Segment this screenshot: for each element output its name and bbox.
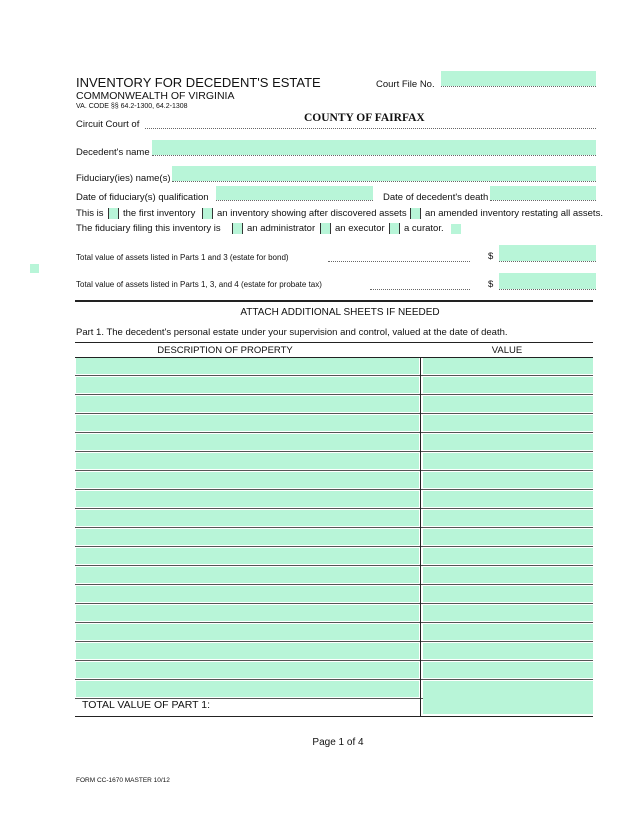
- section-divider: [75, 300, 593, 302]
- part1-total-label: TOTAL VALUE OF PART 1:: [82, 699, 210, 711]
- property-value-field[interactable]: [423, 662, 593, 678]
- property-value-field[interactable]: [423, 605, 593, 621]
- property-description-field[interactable]: [76, 643, 419, 659]
- row-divider: [75, 660, 593, 661]
- property-description-field[interactable]: [76, 415, 419, 431]
- circuit-court-value[interactable]: COUNTY OF FAIRFAX: [304, 112, 425, 124]
- probate-total-label: Total value of assets listed in Parts 1, 3, and 4 (estate for probate tax): [76, 280, 322, 289]
- inventory-type-prefix: This is: [76, 208, 104, 219]
- row-divider: [75, 394, 593, 395]
- amended-inventory-checkbox[interactable]: [410, 208, 421, 219]
- bond-total-field[interactable]: [499, 245, 596, 261]
- fiduciary-names-field[interactable]: [172, 166, 596, 181]
- property-value-field[interactable]: [423, 472, 593, 488]
- property-description-field[interactable]: [76, 662, 419, 678]
- property-value-field[interactable]: [423, 643, 593, 659]
- property-description-field[interactable]: [76, 567, 419, 583]
- page-number: Page 1 of 4: [312, 737, 364, 748]
- executor-checkbox[interactable]: [320, 223, 331, 234]
- after-discovered-label: an inventory showing after discovered assets: [217, 208, 407, 219]
- property-description-field[interactable]: [76, 529, 419, 545]
- property-description-field[interactable]: [76, 377, 419, 393]
- side-marker-field[interactable]: [30, 264, 39, 273]
- property-description-field[interactable]: [76, 434, 419, 450]
- property-value-field[interactable]: [423, 548, 593, 564]
- property-value-field[interactable]: [423, 510, 593, 526]
- property-description-field[interactable]: [76, 358, 419, 374]
- row-divider: [75, 527, 593, 528]
- curator-label: a curator.: [404, 223, 444, 234]
- property-value-field[interactable]: [423, 434, 593, 450]
- executor-label: an executor: [335, 223, 385, 234]
- fiduciary-role-prefix: The fiduciary filing this inventory is: [76, 223, 221, 234]
- row-divider: [75, 565, 593, 566]
- va-code-label: VA. CODE §§ 64.2-1300, 64.2-1308: [76, 103, 188, 110]
- property-description-field[interactable]: [76, 453, 419, 469]
- decedent-name-field[interactable]: [152, 140, 596, 155]
- form-number: FORM CC-1670 MASTER 10/12: [76, 777, 170, 784]
- property-description-field[interactable]: [76, 586, 419, 602]
- row-divider: [75, 470, 593, 471]
- row-divider: [75, 603, 593, 604]
- row-divider: [75, 641, 593, 642]
- row-divider: [75, 584, 593, 585]
- property-description-field[interactable]: [76, 548, 419, 564]
- row-divider: [75, 432, 593, 433]
- bond-currency: $: [488, 251, 494, 262]
- after-discovered-checkbox[interactable]: [202, 208, 213, 219]
- commonwealth-label: COMMONWEALTH OF VIRGINIA: [76, 90, 235, 102]
- administrator-label: an administrator: [247, 223, 316, 234]
- qualification-date-label: Date of fiduciary(s) qualification: [76, 192, 209, 203]
- property-description-field[interactable]: [76, 510, 419, 526]
- form-title: INVENTORY FOR DECEDENT'S ESTATE: [76, 75, 321, 90]
- property-value-field[interactable]: [423, 491, 593, 507]
- property-description-field[interactable]: [76, 605, 419, 621]
- property-value-field[interactable]: [423, 567, 593, 583]
- property-value-field[interactable]: [423, 529, 593, 545]
- part1-description: Part 1. The decedent's personal estate under your supervision and control, valued at the date of death.: [76, 327, 508, 338]
- col-description-header: DESCRIPTION OF PROPERTY: [157, 345, 293, 356]
- first-inventory-checkbox[interactable]: [108, 208, 119, 219]
- administrator-checkbox[interactable]: [232, 223, 243, 234]
- property-description-field[interactable]: [76, 396, 419, 412]
- row-divider: [75, 489, 593, 490]
- part1-total-field[interactable]: [423, 697, 593, 714]
- row-divider: [75, 546, 593, 547]
- property-description-field[interactable]: [76, 491, 419, 507]
- court-file-field[interactable]: [441, 71, 596, 86]
- row-divider: [75, 622, 593, 623]
- first-inventory-label: the first inventory: [123, 208, 196, 219]
- property-value-field[interactable]: [423, 396, 593, 412]
- property-description-field[interactable]: [76, 681, 419, 697]
- extra-field[interactable]: [451, 224, 461, 234]
- row-divider: [75, 679, 593, 680]
- curator-checkbox[interactable]: [389, 223, 400, 234]
- amended-inventory-label: an amended inventory restating all assets.: [425, 208, 603, 219]
- row-divider: [75, 451, 593, 452]
- decedent-name-label: Decedent's name: [76, 147, 150, 158]
- property-value-field[interactable]: [423, 681, 593, 697]
- row-divider: [75, 508, 593, 509]
- qualification-date-field[interactable]: [216, 186, 373, 200]
- death-date-label: Date of decedent's death: [383, 192, 489, 203]
- death-date-field[interactable]: [490, 186, 596, 200]
- probate-total-field[interactable]: [499, 273, 596, 289]
- fiduciary-names-label: Fiduciary(ies) name(s): [76, 173, 171, 184]
- court-file-label: Court File No.: [376, 79, 435, 90]
- probate-currency: $: [488, 279, 494, 290]
- col-value-header: VALUE: [491, 345, 523, 356]
- property-value-field[interactable]: [423, 586, 593, 602]
- bond-total-label: Total value of assets listed in Parts 1 and 3 (estate for bond): [76, 253, 289, 262]
- property-description-field[interactable]: [76, 624, 419, 640]
- row-divider: [75, 375, 593, 376]
- property-value-field[interactable]: [423, 377, 593, 393]
- property-description-field[interactable]: [76, 472, 419, 488]
- property-value-field[interactable]: [423, 415, 593, 431]
- row-divider: [75, 413, 593, 414]
- circuit-court-label: Circuit Court of: [76, 119, 140, 130]
- property-value-field[interactable]: [423, 624, 593, 640]
- property-value-field[interactable]: [423, 358, 593, 374]
- property-value-field[interactable]: [423, 453, 593, 469]
- attach-notice: ATTACH ADDITIONAL SHEETS IF NEEDED: [240, 307, 440, 318]
